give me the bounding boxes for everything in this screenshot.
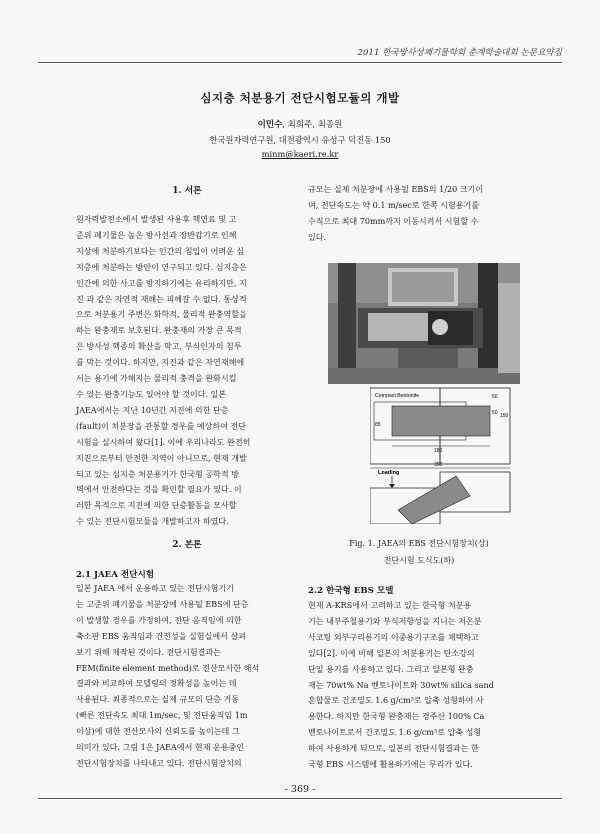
text-line: 하여 사용하게 되므로, 일본의 전단시험결과는 한 (308, 744, 479, 754)
text-line: 있다. (308, 232, 327, 242)
text-line: (fault)이 처분장을 관통할 경우를 예상하여 전단 (76, 421, 246, 431)
text-line: 현재 A-KRS에서 고려하고 있는 한국형 처분용 (308, 601, 472, 610)
dim-350: 350 (434, 462, 443, 468)
text-line: 준위 폐기물은 높은 방사선과 장반감기로 인해 (76, 230, 237, 240)
text-line: 용한다. 하지만 한국형 완충재는 경주산 100% Ca (308, 712, 485, 722)
test-apparatus-photo (328, 263, 520, 384)
text-line: 이상)에 대한 전산모사의 신뢰도를 높이는데 그 (76, 727, 240, 737)
running-header: 2011 한국방사성폐기물학회 춘계학술대회 논문요약집 (357, 48, 562, 58)
text-line: 으로 처분용기 주변은 화학적, 물리적 완충역할을 (76, 310, 247, 320)
text-line: 는 고준위 폐기물을 처분장에 사용될 EBS에 단층 (76, 599, 249, 609)
text-line: 은 방사성 핵종의 확산을 막고, 부식인자의 침투 (76, 342, 242, 352)
text-line: 기는 내부주철용기와 부식저항성을 지니는 저온분 (308, 616, 482, 626)
affiliation: 한국원자력연구원, 대전광역시 유성구 덕진동 150 (209, 135, 391, 145)
text-line: 벽에서 안전하다는 것을 확인할 필요가 있다. 이 (76, 485, 242, 495)
text-line: JAEA에서는 지난 10년간 지진에 의한 단층 (76, 405, 229, 415)
text-line: 규모는 실제 처분장에 사용될 EBS의 1/20 크기이 (308, 185, 484, 194)
text-line: 국형 EBS 시스템에 활용하기에는 무리가 있다. (308, 760, 473, 770)
author-line (0, 118, 600, 130)
footer-rule (38, 798, 562, 799)
text-line: 전단시험장치를 나타내고 있다. 전단시험장치의 (76, 758, 242, 768)
page-number: - 369 - (284, 784, 316, 795)
text-line: 지층에 처분하는 방안이 연구되고 있다. 심지층은 (76, 262, 247, 272)
subsection-heading-korean-ebs: 2.2 한국형 EBS 모델 (308, 586, 394, 596)
text-line: 인간에 의한 사고를 방지하기에는 유리하지만, 지 (76, 278, 247, 288)
text-line: 이 발생할 경우를 가정하여, 전단 음직임에 의한 (76, 615, 242, 625)
header-rule (38, 62, 562, 63)
text-line: 의미가 있다. 그림 1은 JAEA에서 현재 운용중인 (76, 743, 245, 753)
jaea-paragraph-continued (308, 182, 530, 246)
text-line: 원자력발전소에서 발생된 사용후 핵연료 및 고 (76, 215, 237, 224)
figure-caption-line2: 전단시험 도식도(하) (383, 556, 455, 565)
text-line: 수 있는 전단시험모듈을 개발하고자 하였다. (76, 517, 229, 527)
text-line: 지진으로부터 안전한 지역이 아니므로, 현재 개발 (76, 453, 247, 463)
dim-50-top: 50 (492, 394, 498, 400)
text-line: 있다[2]. 이에 비해 일본의 처분용기는 탄소강의 (308, 648, 475, 658)
text-line: 보기 위해 제작된 것이다. 전단시험결과는 (76, 647, 221, 657)
text-line: 사코팅 외부구리용기의 이중용기구조를 채택하고 (308, 632, 479, 642)
shear-test-schematic (370, 384, 512, 524)
email-link[interactable]: minm@kaeri.re.kr (261, 149, 339, 159)
text-line: 축소판 EBS 움직임과 건전성을 실험실에서 살펴 (76, 631, 247, 641)
text-line: 되고 있는 심지층 처분용기가 한국형 공학적 방 (76, 469, 240, 479)
text-line: 러한 목적으로 지진에 의한 단층활동을 모사할 (76, 501, 237, 511)
subsection-heading-jaea: 2.1 JAEA 전단시험 (76, 570, 155, 580)
text-line: 를 막는 것이다. 하지만, 지진과 같은 자연재해에 (76, 358, 245, 368)
text-line: 일본 JAEA 에서 운용하고 있는 전단시험기기 (76, 584, 234, 593)
text-line: FEM(finite element method)로 전산모사한 해석 (76, 663, 260, 673)
text-line: 서는 용기에 가해지는 물리적 충격을 완화시킬 (76, 374, 237, 384)
text-line: 결과와 비교하여 모델링의 정확성을 높이는 데 (76, 679, 237, 689)
jaea-paragraph (76, 581, 298, 772)
korean-ebs-paragraph (308, 598, 530, 773)
paper-title: 심지층 처분용기 전단시험모듈의 개발 (200, 91, 400, 105)
text-line: 시험을 실시하여 왔다[1]. 이에 우리나라도 완전히 (76, 437, 251, 447)
label-loading: Loading (378, 470, 400, 476)
intro-paragraph (76, 212, 298, 530)
text-line: 진 과 같은 자연적 재해는 피해갈 수 없다. 통상적 (76, 294, 247, 304)
dim-180: 180 (434, 448, 443, 454)
section-heading-body: 2. 본론 (172, 540, 202, 550)
text-line: 하는 완충재로 보호된다. 완충재의 가장 큰 목적 (76, 326, 242, 336)
text-line: (빠른 전단속도 최대 1m/sec, 및 전단움직임 1m (76, 711, 248, 721)
text-line: 수 있는 완충기능도 있어야 할 것이다. 일본 (76, 389, 227, 399)
dim-85: 85 (375, 422, 381, 428)
text-line: 사용된다. 최종적으로는 실제 규모의 단층 거동 (76, 695, 240, 705)
lead-author: 이민수 (257, 120, 283, 130)
label-compact-bentonite: Compact Bentonite (375, 393, 420, 399)
text-line: 지상에 처분하기보다는 인간의 침입이 어려운 심 (76, 246, 245, 256)
text-line: 재는 70wt% Na 벤토나이트와 30wt% silica sand (308, 680, 494, 690)
figure-caption-line1: Fig. 1. JAEA의 EBS 전단시험장치(상) (349, 539, 489, 548)
dim-150: 150 (500, 413, 509, 419)
text-line: 단일 용기를 사용하고 있다. 그리고 일본형 완충 (308, 664, 474, 674)
text-line: 며, 전단속도는 약 0.1 m/sec로 한쪽 시험용기를 (308, 200, 480, 210)
co-authors: , 최희주, 최종원 (282, 120, 343, 130)
section-heading-intro: 1. 서론 (172, 186, 202, 196)
text-line: 벤토나이트로서 건조밀도 1.6 g/cm³로 압축 성형 (308, 728, 482, 738)
text-line: 혼합물로 건조밀도 1.6 g/cm³로 압축 성형하여 사 (308, 696, 484, 706)
text-line: 수직으로 최대 70mm까지 이동시켜서 시험할 수 (308, 216, 479, 226)
dim-50-mid: 50 (492, 410, 498, 416)
